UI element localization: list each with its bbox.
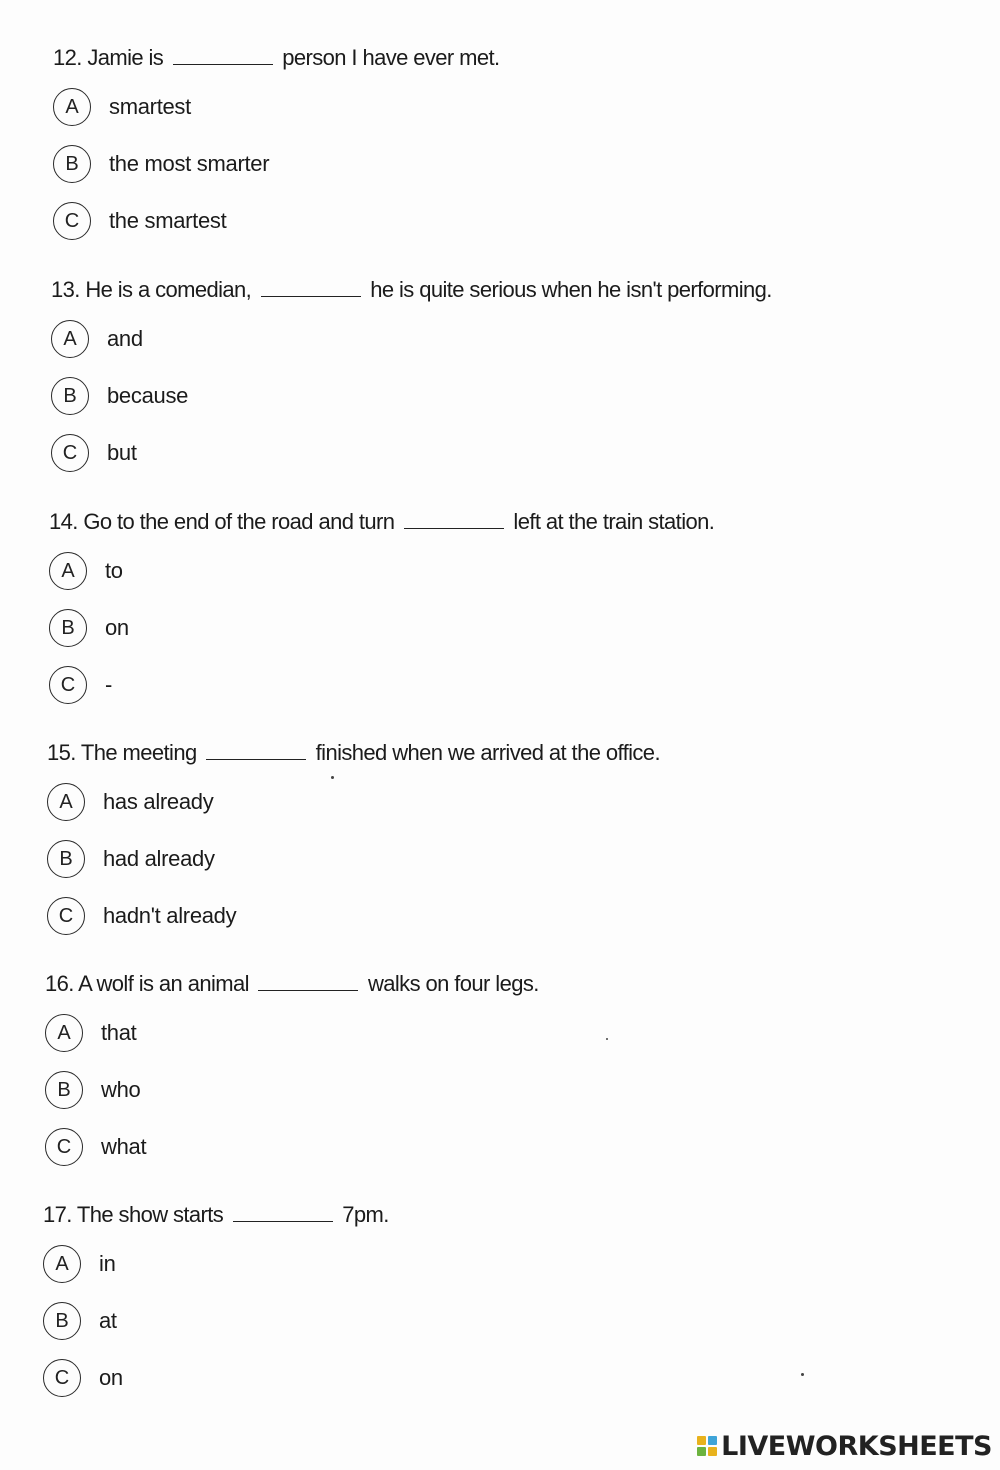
option-letter-circle[interactable]: C — [45, 1128, 83, 1166]
stem-before: The meeting — [80, 740, 197, 765]
option-b[interactable] — [47, 839, 947, 879]
option-a[interactable] — [51, 319, 951, 359]
option-letter-circle[interactable]: A — [53, 88, 91, 126]
option-text[interactable]: at — [99, 1308, 117, 1333]
scan-speck — [801, 1373, 804, 1376]
options-list — [45, 1013, 945, 1167]
answer-blank[interactable] — [261, 278, 361, 297]
stem-before: Go to the end of the road and turn — [83, 509, 395, 534]
option-letter-circle[interactable]: A — [43, 1245, 81, 1283]
question-number: 13. — [51, 277, 80, 302]
question-stem — [53, 43, 953, 73]
question-15 — [47, 738, 947, 936]
options-list — [47, 782, 947, 936]
question-stem — [43, 1200, 943, 1230]
option-c[interactable] — [51, 433, 951, 473]
scan-speck — [606, 1038, 608, 1040]
option-text[interactable]: that — [101, 1020, 137, 1045]
option-letter-circle[interactable]: A — [49, 552, 87, 590]
question-14 — [49, 507, 949, 705]
option-a[interactable] — [49, 551, 949, 591]
option-b[interactable] — [45, 1070, 945, 1110]
stem-after: person I have ever met. — [282, 45, 500, 70]
option-c[interactable] — [49, 665, 949, 705]
question-17 — [43, 1200, 943, 1398]
option-text[interactable]: smartest — [109, 94, 191, 119]
option-text[interactable]: hadn't already — [103, 903, 237, 928]
answer-blank[interactable] — [233, 1203, 333, 1222]
option-text[interactable]: - — [105, 672, 113, 697]
logo-square — [708, 1436, 717, 1445]
option-text[interactable]: had already — [103, 846, 215, 871]
option-letter-circle[interactable]: B — [51, 377, 89, 415]
option-letter-circle[interactable]: B — [53, 145, 91, 183]
option-text[interactable]: has already — [103, 789, 214, 814]
liveworksheets-logo — [697, 1428, 992, 1464]
answer-blank[interactable] — [404, 510, 504, 529]
option-a[interactable] — [47, 782, 947, 822]
option-letter-circle[interactable]: C — [47, 897, 85, 935]
option-b[interactable] — [49, 608, 949, 648]
question-stem — [49, 507, 949, 537]
brand-name: LIVEWORKSHEETS — [721, 1430, 992, 1462]
question-number: 15. — [47, 740, 76, 765]
option-text[interactable]: on — [99, 1365, 123, 1390]
answer-blank[interactable] — [173, 46, 273, 65]
liveworksheets-icon — [697, 1436, 717, 1456]
logo-square — [697, 1447, 706, 1456]
option-letter-circle[interactable]: A — [45, 1014, 83, 1052]
option-text[interactable]: in — [99, 1251, 116, 1276]
option-a[interactable] — [53, 87, 953, 127]
option-b[interactable] — [53, 144, 953, 184]
question-number: 17. — [43, 1202, 72, 1227]
stem-before: Jamie is — [87, 45, 164, 70]
option-a[interactable] — [45, 1013, 945, 1053]
option-text[interactable]: on — [105, 615, 129, 640]
stem-after: left at the train station. — [513, 509, 715, 534]
question-stem — [51, 275, 951, 305]
option-letter-circle[interactable]: C — [53, 202, 91, 240]
question-12 — [53, 43, 953, 241]
answer-blank[interactable] — [258, 972, 358, 991]
option-a[interactable] — [43, 1244, 943, 1284]
logo-square — [697, 1436, 706, 1445]
stem-before: He is a comedian, — [85, 277, 252, 302]
option-text[interactable]: the smartest — [109, 208, 227, 233]
options-list — [51, 319, 951, 473]
stem-after: he is quite serious when he isn't performing. — [370, 277, 772, 302]
option-text[interactable]: to — [105, 558, 123, 583]
option-text[interactable]: but — [107, 440, 137, 465]
logo-square — [708, 1447, 717, 1456]
question-stem — [45, 969, 945, 999]
option-text[interactable]: who — [101, 1077, 141, 1102]
option-letter-circle[interactable]: A — [47, 783, 85, 821]
options-list — [53, 87, 953, 241]
stem-before: A wolf is an animal — [78, 971, 249, 996]
options-list — [43, 1244, 943, 1398]
option-letter-circle[interactable]: B — [43, 1302, 81, 1340]
question-number: 16. — [45, 971, 74, 996]
stem-after: walks on four legs. — [367, 971, 539, 996]
option-letter-circle[interactable]: C — [49, 666, 87, 704]
option-letter-circle[interactable]: B — [45, 1071, 83, 1109]
option-letter-circle[interactable]: C — [51, 434, 89, 472]
option-text[interactable]: because — [107, 383, 189, 408]
option-text[interactable]: what — [101, 1134, 147, 1159]
option-letter-circle[interactable]: B — [49, 609, 87, 647]
question-stem — [47, 738, 947, 768]
stem-after: 7pm. — [342, 1202, 389, 1227]
option-b[interactable] — [43, 1301, 943, 1341]
option-text[interactable]: and — [107, 326, 143, 351]
option-letter-circle[interactable]: C — [43, 1359, 81, 1397]
option-letter-circle[interactable]: B — [47, 840, 85, 878]
scan-speck — [331, 776, 334, 779]
option-c[interactable] — [47, 896, 947, 936]
question-16 — [45, 969, 945, 1167]
question-number: 14. — [49, 509, 78, 534]
stem-after: finished when we arrived at the office. — [315, 740, 660, 765]
option-b[interactable] — [51, 376, 951, 416]
question-13 — [51, 275, 951, 473]
option-c[interactable] — [53, 201, 953, 241]
question-number: 12. — [53, 45, 82, 70]
stem-before: The show starts — [76, 1202, 224, 1227]
option-c[interactable] — [43, 1358, 943, 1398]
option-text[interactable]: the most smarter — [109, 151, 270, 176]
option-c[interactable] — [45, 1127, 945, 1167]
options-list — [49, 551, 949, 705]
answer-blank[interactable] — [206, 741, 306, 760]
option-letter-circle[interactable]: A — [51, 320, 89, 358]
